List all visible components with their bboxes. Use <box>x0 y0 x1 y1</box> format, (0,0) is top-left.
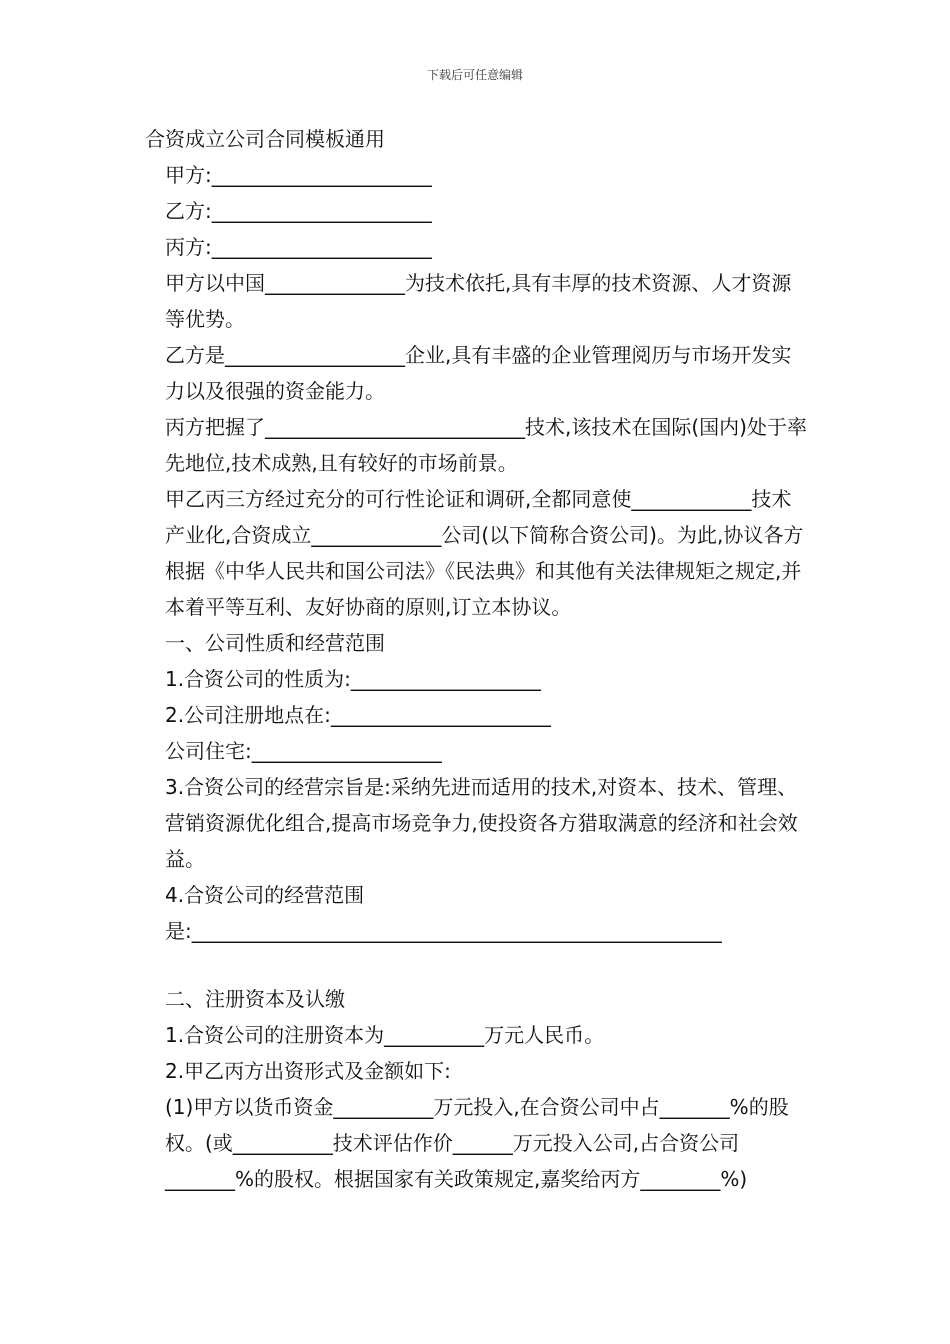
intro-party-c: 丙方把握了__________________________技术,该技术在国际(国内)处于率先地位,技术成熟,且有较好的市场前景。 <box>165 415 807 475</box>
document-body <box>145 121 810 1197</box>
section2-heading: 二、注册资本及认缴 <box>165 987 345 1011</box>
intro-agreement: 甲乙丙三方经过充分的可行性论证和调研,全都同意使____________技术产业化,合资成立_____________公司(以下简称合资公司)。为此,协议各方根据《中华人民共和国公司法》《民法典》和其他有关法律规矩之规定,并本着平等互利、友好协商的原则,订立本协议。 <box>165 487 804 619</box>
intro-party-a: 甲方以中国______________为技术依托,具有丰厚的技术资源、人才资源等优势。 <box>165 271 792 331</box>
section2-item2-1: (1)甲方以货币资金__________万元投入,在合资公司中占_______%的股权。(或__________技术评估作价______万元投入公司,占合资公司_______%的股权。根据国家有关政策规定,嘉奖给丙方________%) <box>165 1095 789 1191</box>
section2-item1: 1.合资公司的注册资本为__________万元人民币。 <box>165 1023 605 1047</box>
section1-item4: 4.合资公司的经营范围是:_____________________________________________________ <box>165 883 722 943</box>
document-title: 合资成立公司合同模板通用 <box>145 127 385 151</box>
section1-heading: 一、公司性质和经营范围 <box>165 631 385 655</box>
party-b-line: 乙方:______________________ <box>165 199 432 223</box>
section1-item2: 2.公司注册地点在:______________________ <box>165 703 551 727</box>
section1-item1: 1.合资公司的性质为:___________________ <box>165 667 541 691</box>
section1-residence: 公司住宅:___________________ <box>165 739 442 763</box>
party-c-line: 丙方:______________________ <box>165 235 432 259</box>
blank-line <box>145 949 810 981</box>
intro-party-b: 乙方是__________________企业,具有丰盛的企业管理阅历与市场开发实力以及很强的资金能力。 <box>165 343 792 403</box>
party-a-line: 甲方:______________________ <box>165 163 432 187</box>
section1-item3: 3.合资公司的经营宗旨是:采纳先进而适用的技术,对资本、技术、管理、营销资源优化组合,提高市场竞争力,使投资各方猎取满意的经济和社会效益。 <box>165 775 798 871</box>
page-header-note: 下载后可任意编辑 <box>426 68 523 82</box>
section2-item2: 2.甲乙丙方出资形式及金额如下: <box>165 1059 451 1083</box>
